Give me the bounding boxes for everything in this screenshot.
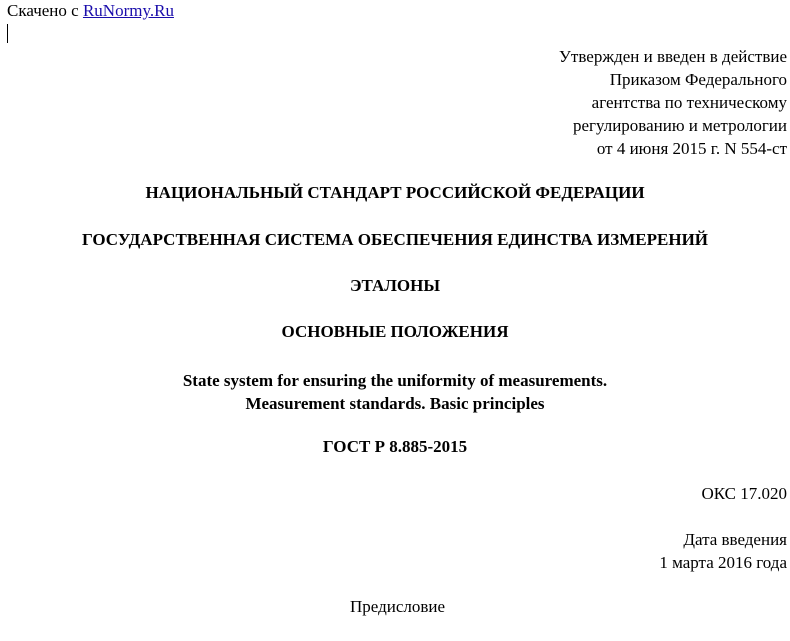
approval-block [559, 45, 787, 160]
etalons-title: ЭТАЛОНЫ [349, 276, 441, 295]
introduction-date-block [659, 528, 787, 574]
introduction-label: Дата введения [683, 530, 787, 549]
basic-provisions-title: ОСНОВНЫЕ ПОЛОЖЕНИЯ [281, 322, 509, 341]
source-prefix: Скачено с [7, 1, 83, 20]
english-title-line: Measurement standards. Basic principles [245, 394, 545, 413]
approval-line: агентства по техническому [591, 93, 787, 112]
gost-code: ГОСТ Р 8.885-2015 [322, 437, 468, 456]
english-title-line: State system for ensuring the uniformity of measurements. [182, 371, 608, 390]
state-system-title: ГОСУДАРСТВЕННАЯ СИСТЕМА ОБЕСПЕЧЕНИЯ ЕДИНСТВА ИЗМЕРЕНИЙ [81, 230, 709, 249]
source-link[interactable]: RuNormy.Ru [82, 1, 174, 20]
approval-line: Утвержден и введен в действие [558, 47, 787, 66]
source-line [7, 0, 174, 22]
approval-line: регулированию и метрологии [572, 116, 787, 135]
approval-line: Приказом Федерального [609, 70, 787, 89]
english-title [0, 369, 790, 415]
approval-line: от 4 июня 2015 г. N 554-ст [596, 139, 787, 158]
oks-code: ОКС 17.020 [701, 484, 787, 503]
national-standard-title: НАЦИОНАЛЬНЫЙ СТАНДАРТ РОССИЙСКОЙ ФЕДЕРАЦИИ [145, 183, 645, 202]
preface-heading: Предисловие [349, 597, 446, 616]
introduction-date: 1 марта 2016 года [659, 553, 787, 572]
text-caret [7, 24, 8, 43]
